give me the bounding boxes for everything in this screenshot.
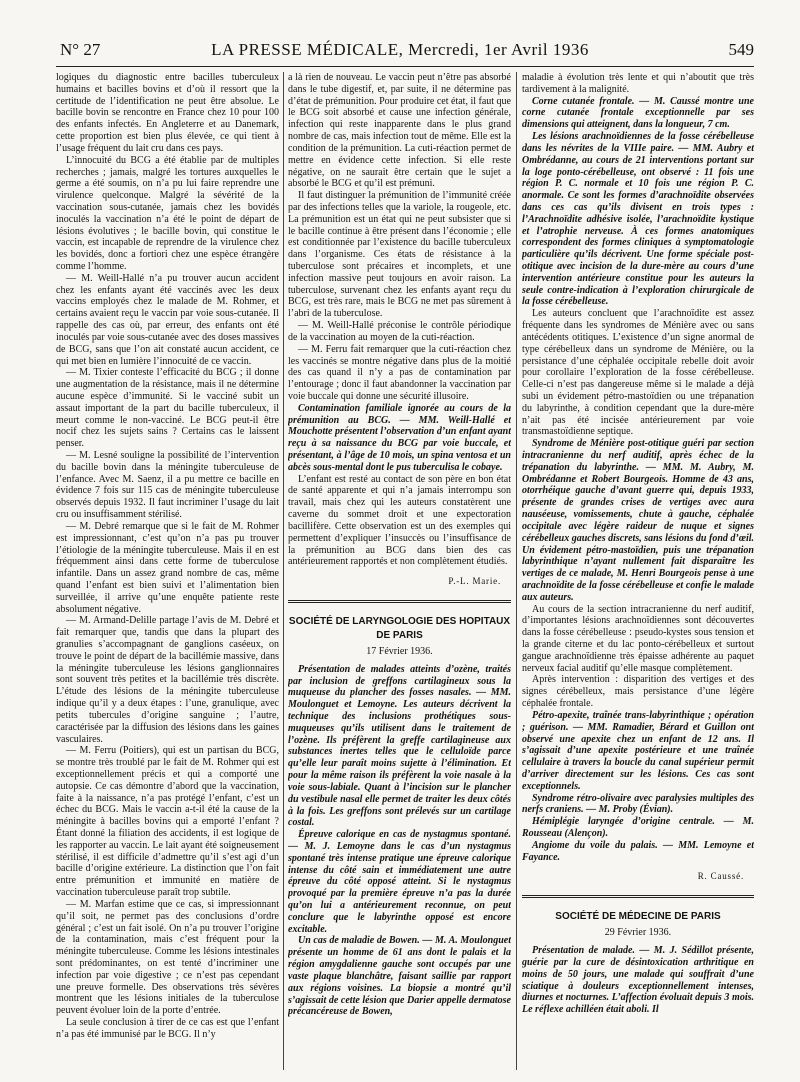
article-heading: Corne cutanée frontale. — M. Caussé montre une corne cutanée frontale exceptionnelle par ses dimensions qui atteignent, dans la longueur, 7 cm. [522,95,754,131]
paragraph: — M. Debré remarque que si le fait de M. Rohmer est impressionnant, c’est qu’on n’a pas pu trouver l’étiologie de la méningite tuberculeuse. Mais il en est fréquemment ainsi dans cette forme de tuberculose infantile. Dans un assez grand nombre de cas, même quand l’enfant est bien suivi et l’alimentation bien surveillée, il arrive qu’une enquête patiente reste absolument négative. [56,520,279,615]
column-left [56,72,279,1072]
column-divider [283,72,284,1070]
article-heading: Angiome du voile du palais. — MM. Lemoyne et Fayance. [522,839,754,863]
header-rule [56,66,754,67]
paragraph: logiques du diagnostic entre bacilles tuberculeux humains et bacilles bovins et d’où il ressort que la certitude de l’identification ne peut être absolue. Le bacille bovin se rencontre en France chez 10 pour 100 des enfants infectés. En Angleterre et au Danemark, cette proportion est bien plus élevée, ce qui tient à l’usage fréquent du lait cru dans ces pays. [56,72,279,154]
paragraph: — M. Ferru fait remarquer que la cuti-réaction chez les vaccinés se montre négative dans plus de la moitié des cas quand il n’y a pas de contamination par l’entourage ; donc il faut abandonner la vaccination par voie buccale qui donne une sécurité illusoire. [288,343,511,402]
paragraph: — M. Tixier conteste l’efficacité du BCG ; il donne une augmentation de la résistance, mais il ne détermine aucune espèce d’immunité. Si le vacciné subit un assaut important de la part du bacille tuberculeux, il meurt comme le non-vacciné. Le BCG peut-il être nocif chez les sujets sains ? Certains cas le laissent penser. [56,367,279,450]
article-heading: Les lésions arachnoïdiennes de la fosse cérébelleuse dans les névrites de la VIIIe paire. — MM. Aubry et Ombrédanne, au cours de 21 interventions portant sur la loge ponto-cérébelleuse, ont observé : 11 fois une région P. C. normale et 10 fois une région P. C. anormale. Ce sont les formes d’arachnoïdite observées dans ces cas qu’ils divisent en trois types : l’Arachnoïdite adhésive isolée, l’arachnoïdite kystique et l’atrophie nerveuse. À ces formes anatomiques correspondent des formes cliniques à symptomatologie particulière qu’ils décrivent. Une forme spéciale post-otitique avec incision de la dure-mère au cours d’une intervention antérieure constitue pour les auteurs la seule contre-indication à l’exploration chirurgicale de la fosse cérébelleuse. [522,131,754,308]
paragraph: — M. Armand-Delille partage l’avis de M. Debré et fait remarquer que, tandis que dans la plupart des granulies s’accompagnant de ganglions caséeux, on trouve le point de départ de la bacillémie massive, dans la méningite tuberculeuse les lésions ganglionnaires sont souvent très petites et la bacillémie très discrète. L’étude des lésions de la méningite tuberculeuse indique qu’il y a deux étapes : l’une, granulique, avec petits tubercules d’origine sanguine ; l’autre, caractérisée par la diffusion des lésions dans les gaines vasculaires. [56,615,279,745]
issue-number: N° 27 [60,40,101,59]
paragraph: Les auteurs concluent que l’arachnoïdite est assez fréquente dans les syndromes de Ménière avec ou sans antécédents otitiques. L’existence d’un signe anormal de type cérébelleux dans un syndrome de Ménière, ou la persistance d’une céphalée occipitale rebelle doit avoir pour corollaire l’exploration de la fosse cérébelleuse. Celle-ci n’est pas dangereuse même si le malade a déjà subi un évidement pétro-mastoïdien ou une trépanation du labyrinthe, à condition cependant que la dure-mère n’ait pas été incisée antérieurement par voie transmastoïdienne septique. [522,308,754,438]
running-title: LA PRESSE MÉDICALE, Mercredi, 1er Avril 1936 [211,40,589,59]
paragraph: — M. Ferru (Poitiers), qui est un partisan du BCG, se montre très troublé par le fait de M. Rohmer qui est exceptionnellement précis et qui a comporté une autopsie. Ce cas démontre d’abord que la vaccination, faite à la naissance, n’a pas protégé l’enfant, c’est un échec du BCG. Mais le vaccin a-t-il été la cause de la méningite à bacilles bovins qui a emporté l’enfant ? Étant donné la filiation des accidents, il est logique de les rapporter au vaccin. Le lait ayant été soigneusement stérilisé, il est difficile d’admettre qu’il s’est agi d’un bacille d’origine extérieure. La distinction que l’on fait entre prémunition et immunité en matière de vaccination tuberculeuse paraît trop subtile. [56,745,279,899]
article-heading: Contamination familiale ignorée au cours de la prémunition au BCG. — MM. Weill-Hallé et Mouchotte présentent l’observation d’un enfant ayant reçu à sa naissance du BCG par voie buccale, et présentant, à l’âge de 10 mois, un spina ventosa et un abcès sous-mental dont le pus tuberculisa le cobaye. [288,402,511,473]
paragraph: — M. Weill-Hallé préconise le contrôle périodique de la vaccination au moyen de la cuti-réaction. [288,320,511,343]
paragraph: maladie à évolution très lente et qui n’aboutit que très tardivement à la malignité. [522,72,754,95]
paragraph: L’enfant est resté au contact de son père en bon état de santé apparente et qui n’a jamais interrompu son travail, mais chez qui les auteurs constatèrent une caverne du sommet droit et une expectoration bacillifère. Cette observation est un des exemples qui permettent d’expliquer l’insuccès ou l’insuffisance de la prémunition au BCG dans bien des cas antérieurement rapportés et non complètement étudiés. [288,473,511,568]
page-header [0,40,800,66]
article-heading: Présentation de malades atteints d’ozène, traités par inclusion de greffons cartilagineux sous la muqueuse du plancher des fosses nasales. — MM. Moulonguet et Lemoyne. Les auteurs décrivent la technique des inclusions prothétiques sous-muqueuses qu’ils utilisent dans le traitement de l’ozène. Ils préfèrent la greffe cartilagineuse aux substances inertes telles que le celluloïde parce qu’elle leur paraît moins sujette à l’élimination. Et pour la même raison ils préfèrent la voie nasale à la voie sous-labiale. Quant à l’incision sur le plancher du vestibule nasal elle permet de traiter les deux côtés à la fois. Les greffons sont prélevés sur un cartilage costal. [288,663,511,829]
society-heading: SOCIÉTÉ DE MÉDECINE DE PARIS [555,911,721,923]
paragraph: a là rien de nouveau. Le vaccin peut n’être pas absorbé dans le tube digestif, et, par suite, il ne détermine pas d’état de prémunition. Pour produire cet état, il faut que le BCG soit absorbé et cause une infection générale, infection qui reste inapparente dans le plus grand nombre de cas, mais infection tout de même. Elle est la condition de la prémunition. La cuti-réaction permet de mettre en évidence cette infection. Si elle reste négative, on ne saurait être certain que le sujet a absorbé le BCG et qu’il est prémuni. [288,72,511,190]
session-date: 17 Février 1936. [366,645,433,657]
paragraph: Après intervention : disparition des vertiges et des signes cérébelleux, mais persistance d’une légère céphalée frontale. [522,674,754,710]
paragraph: — M. Lesné souligne la possibilité de l’intervention du bacille bovin dans la méningite tuberculeuse de l’enfance. Avec M. Saenz, il a pu mettre ce bacille en évidence 7 fois sur 115 cas de méningite tuberculeuse observés depuis 1932. Il faut incriminer l’usage du lait cru ou insuffisamment stérilisé. [56,450,279,521]
society-heading: SOCIÉTÉ DE LARYNGOLOGIE DES HOPITAUX DE PARIS [288,615,511,641]
section-divider [288,600,511,603]
paragraph: L’innocuité du BCG a été établie par de multiples recherches ; jamais, malgré les tortures auxquelles le germe a été soumis, on n’a pu lui faire reprendre une virulence quelconque. Malgré la sévérité de la vaccination sous-cutanée, jamais chez les bovidés inoculés la vaccination n’a été le point de départ de lésions évolutives ; le bacille bovin, qui constitue le vaccin, est incapable de reprendre de la virulence chez les bovidés, donc a fortiori chez une espèce étrangère comme l’homme. [56,154,279,272]
article-heading: Présentation de malade. — M. J. Sédillot présente, guérie par la cure de désintoxication arthritique en moins de 50 jours, une malade qui souffrait d’une sciatique à douleurs exceptionnellement intenses, diurnes et nocturnes. L’affection évoluait depuis 3 mois. Le réflexe achilléen était aboli. Il [522,945,754,1016]
article-heading: Syndrome de Ménière post-otitique guéri par section intracranienne du nerf auditif, après échec de la trépanation du labyrinthe. — MM. M. Aubry, M. Ombrédanne et Robert Bourgeois. Homme de 43 ans, otorrhéique gauche d’avant guerre qui, depuis 1933, présente de grandes crises de vertiges avec aura nauséeuse, vomissements, chute à gauche, céphalée occipitale avec légère raideur de nuque et signes cérébelleux gauches discrets, sans lésions du fond d’œil. Un évidement pétro-mastoïdien, puis une trépanation labyrinthique n’ayant nullement fait disparaître les vertiges de ce malade, M. Henri Bourgeois pense à une arachnoïdite de la fosse cérébelleuse et confie le malade aux auteurs. [522,438,754,603]
paragraph: Il faut distinguer la prémunition de l’immunité créée par des infections telles que la variole, la rougeole, etc. La prémunition est un état qui ne peut subsister que si le bacille continue à être présent dans l’économie ; elle est conditionnée par l’existence du bacille tuberculeux dans l’organisme. Ces états de résistance à la tuberculose sont précaires et incomplets, et une infection massive peut toujours en avoir raison. La tuberculose, survenant chez les enfants ayant reçu du BCG, est très rare, mais le BCG ne met pas sûrement à l’abri de la tuberculose. [288,190,511,320]
article-heading: Hémiplégie laryngée d’origine centrale. — M. Rousseau (Alençon). [522,816,754,839]
article-heading: Épreuve calorique en cas de nystagmus spontané. — M. J. Lemoyne dans le cas d’un nystagmus spontané très intense pratique une épreuve calorique intense du côté sain et immédiatement une autre épreuve du côté opposé atteint. Si le nystagmus provoqué par la première épreuve n’a pas la durée qu’on lui a antérieurement reconnue, on peut conclure que le labyrinthe opposé est encore excitable. [288,829,511,935]
page-folio: 549 [728,40,754,59]
paragraph: Au cours de la section intracranienne du nerf auditif, d’importantes lésions arachnoïdiennes sont découvertes dans la fosse cérébelleuse : pseudo-kystes sous tension et la grande citerne et du lac ponto-cérébelleux et surtout gangue arachnoïdienne très épaisse adhérente au paquet nerveux facial auditif qu’elle masque complètement. [522,603,754,674]
column-middle [288,72,511,1072]
article-heading: Pétro-apexite, traînée trans-labyrinthique ; opération ; guérison. — MM. Ramadier, Bérard et Guillon ont observé une apexite chez un enfant de 12 ans. Il s’agissait d’une apexite postérieure et une traînée cellulaire à travers la boucle du canal supérieur permit d’arriver directement sur les lésions. Ces cas sont exceptionnels. [522,709,754,792]
article-heading: Un cas de maladie de Bowen. — M. A. Moulonguet présente un homme de 61 ans dont le palais et la région amygdalienne gauche sont occupés par une vaste plaque blanchâtre, faisant saillie par rapport aux régions voisines. La biopsie a montré qu’il s’agissait de cette lésion que Darier appelle dermatose précancéreuse de Bowen, [288,935,511,1018]
paragraph: — M. Marfan estime que ce cas, si impressionnant qu’il soit, ne permet pas des conclusions d’ordre général ; c’est un fait isolé. On n’a pu trouver l’origine de la contamination, mais c’est fréquent pour la méningite tuberculeuse. Comme les lésions intestinales sont prédominantes, on est tenté d’incriminer une infection par voie digestive ; ce n’est pas cependant une preuve formelle. Des observations très sévères montrent que les lésions initiales de la tuberculose peuvent évoluer loin de la porte d’entrée. [56,898,279,1017]
column-divider [516,72,517,1070]
report-signature: P.-L. Marie. [448,576,501,587]
paragraph: — M. Weill-Hallé n’a pu trouver aucun accident chez les enfants ayant été vaccinés avec les deux vaccins employés chez le malade de M. Rohmer, et certains avaient reçu le vaccin par voie sous-cutanée. Il rappelle des cas où, par erreur, des enfants ont été inoculés par voie sous-cutanée avec des doses massives de BCG, sans que l’on ait constaté aucun accident, ce qui met bien en lumière l’innocuité de ce vaccin. [56,272,279,367]
report-signature: R. Caussé. [697,871,744,882]
section-divider [522,895,754,898]
paragraph: La seule conclusion à tirer de ce cas est que l’enfant n’a pas été immunisé par le BCG. Il n’y [56,1017,279,1040]
article-heading: Syndrome rétro-olivaire avec paralysies multiples des nerfs craniens. — M. Proby (Évian). [522,792,754,816]
column-right [522,72,754,1072]
session-date: 29 Février 1936. [604,927,672,939]
